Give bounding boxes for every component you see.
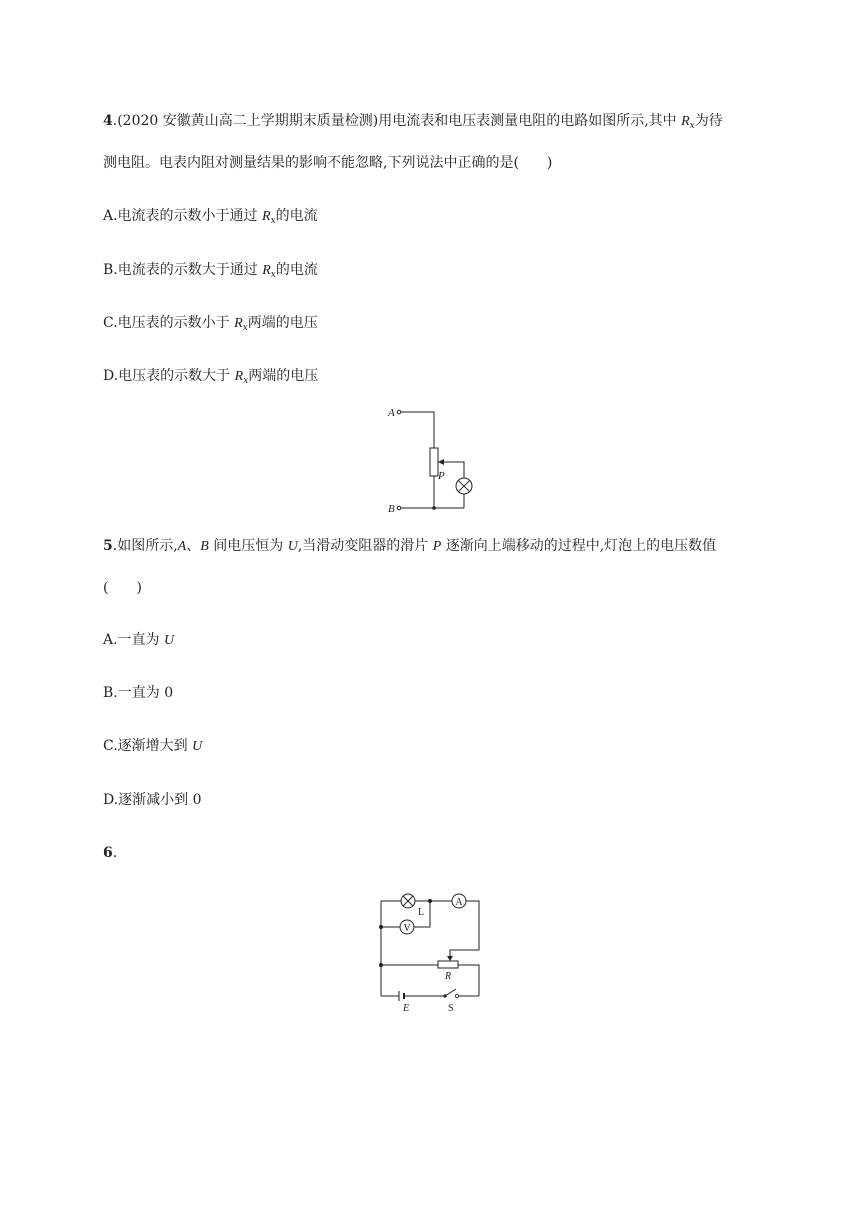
label-ammeter: A	[455, 897, 463, 908]
q5-option-d	[103, 790, 202, 810]
label-rheostat-r: R	[445, 971, 452, 982]
switch-contact	[455, 994, 458, 997]
q6-line	[103, 843, 117, 863]
q5-option-b	[103, 683, 173, 703]
q4-option-a-post: 的电流	[275, 208, 318, 224]
q6-number: 6	[103, 845, 113, 861]
q4-option-a-r: R	[262, 209, 271, 224]
q4-option-c	[103, 313, 318, 338]
q6-circuit-figure	[370, 885, 495, 1015]
junction-dot-2	[379, 963, 383, 967]
q4-option-d	[103, 366, 318, 391]
terminal-a	[397, 410, 401, 414]
q5-option-c	[103, 736, 202, 757]
rheostat	[430, 448, 438, 476]
q4-option-b-pre: B.电流表的示数大于通过	[103, 262, 263, 278]
q5-option-b-text: B.一直为 0	[103, 685, 174, 701]
q4-option-a-sub: x	[270, 216, 276, 226]
q4-source-text: .(2020 安徽黄山高二上学期期末质量检测)用电流表和电压表测量电阻的电路如图所示,其中	[112, 113, 682, 129]
q4-option-d-pre: D.电压表的示数大于	[103, 368, 235, 384]
q5-text-d: ,当滑动变阻器的滑片	[297, 538, 433, 554]
wire-slider	[442, 462, 464, 478]
q5-line-2: ( )	[103, 580, 142, 596]
switch-blade	[445, 989, 456, 996]
wire-ammeter-slider	[450, 901, 479, 961]
q4-option-d-r: R	[234, 369, 244, 384]
q5-option-a-sym: U	[164, 633, 175, 648]
q5-sym-p: P	[432, 539, 442, 554]
q4-option-c-sub: x	[242, 323, 248, 333]
rheostat-r	[438, 961, 458, 968]
label-b: B	[388, 503, 395, 515]
q5-text-e: 逐渐向上端移动的过程中,灯泡上的电压数值	[441, 538, 717, 554]
slider-arrow-icon	[447, 956, 453, 961]
label-p: P	[438, 470, 445, 482]
q4-option-c-r: R	[234, 316, 243, 331]
q5-sym-u: U	[287, 539, 298, 554]
q5-sym-a: A	[177, 539, 187, 554]
slider-arrow-icon	[438, 459, 444, 465]
q4-option-d-sub: x	[243, 376, 249, 386]
label-lamp-l: L	[418, 907, 425, 918]
wire-top	[401, 412, 434, 448]
label-switch-s: S	[448, 1003, 454, 1014]
q4-line-2: 测电阻。电表内阻对测量结果的影响不能忽略,下列说法中正确的是( )	[103, 155, 553, 171]
q4-option-a-pre: A.电流表的示数小于通过	[103, 208, 263, 224]
q5-option-a-text: A.一直为	[103, 632, 165, 648]
q5-option-c-text: C.逐渐增大到	[103, 738, 193, 754]
q4-line1-tail: 为待	[694, 113, 723, 129]
wire-rheostat-right	[458, 965, 479, 996]
junction-dot	[432, 506, 436, 510]
q4-option-b	[103, 260, 318, 285]
label-a: A	[388, 407, 395, 419]
q4-option-a	[103, 206, 318, 231]
q4-option-c-pre: C.电压表的示数小于	[103, 315, 235, 331]
label-voltmeter: V	[403, 923, 411, 934]
q4-number: 4	[103, 113, 113, 129]
label-battery-e: E	[403, 1003, 410, 1014]
q4-r-symbol: R	[681, 114, 690, 129]
q5-option-a	[103, 630, 174, 651]
q5-text-a: .如图所示,	[112, 538, 178, 554]
q4-line-1	[103, 111, 723, 136]
q5-text-b: 、	[186, 538, 201, 554]
q5-circuit-figure	[380, 400, 490, 520]
q4-option-b-sub: x	[270, 270, 276, 280]
q5-number: 5	[103, 538, 113, 554]
q5-option-c-sym: U	[192, 739, 203, 754]
junction-dot-3	[428, 899, 432, 903]
terminal-b	[397, 506, 401, 510]
q5-text-c: 间电压恒为	[208, 538, 288, 554]
junction-dot-1	[379, 925, 383, 929]
q4-option-b-post: 的电流	[275, 262, 318, 278]
q5-sym-b: B	[200, 539, 209, 554]
switch-pivot	[443, 994, 446, 997]
q4-option-c-post: 两端的电压	[247, 315, 318, 331]
q4-r-sub: x	[689, 121, 695, 131]
q5-line-1	[103, 536, 716, 557]
q6-suffix: .	[112, 845, 118, 861]
q4-option-d-post: 两端的电压	[248, 368, 319, 384]
q4-option-b-r: R	[262, 263, 271, 278]
q5-option-d-text: D.逐渐减小到 0	[103, 792, 202, 808]
